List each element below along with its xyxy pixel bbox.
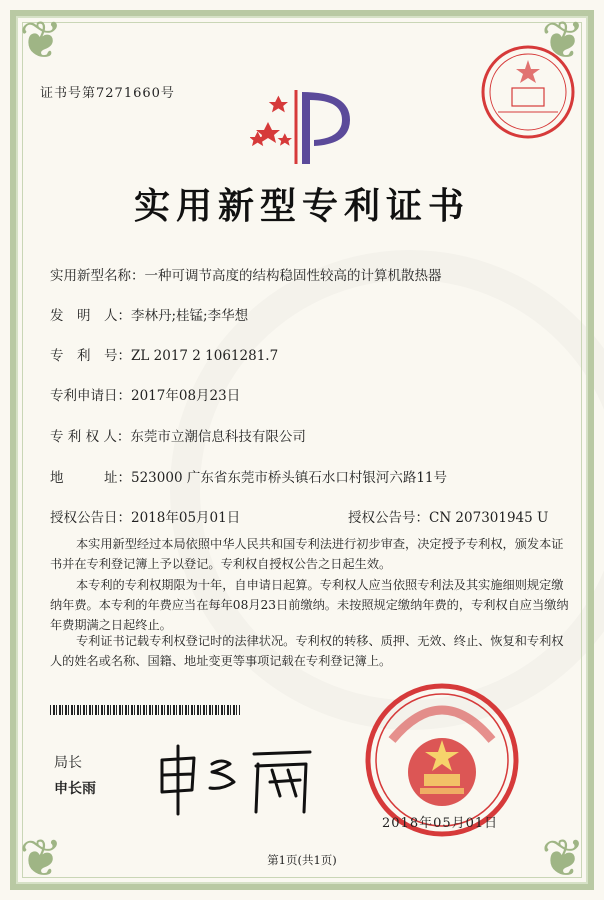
issue-date: 2018年05月01日 (382, 816, 499, 831)
certificate-number: 证书号第7271660号 (40, 86, 175, 101)
name-label: 实用新型名称： (50, 268, 145, 284)
corner-ornament-icon: ❦ (541, 829, 585, 889)
patentee-value: 东莞市立潮信息科技有限公司 (130, 429, 306, 445)
publication-number-label: 授权公告号： (348, 510, 429, 526)
patentee-label: 专 利 权 人： (50, 429, 131, 445)
apply-date-value: 2017年08月23日 (131, 388, 241, 404)
corner-ornament-icon: ❦ (19, 829, 63, 889)
body-paragraph: 本实用新型经过本局依照中华人民共和国专利法进行初步审查，决定授予专利权，颁发本证书并在专利登记簿上予以登记。专利权自授权公告之日起生效。 (50, 537, 564, 571)
apply-date-label: 专利申请日： (50, 388, 131, 404)
address-value: 523000 广东省东莞市桥头镇石水口村银河六路11号 (131, 470, 448, 486)
publication-number-row (348, 506, 548, 526)
apply-date-row (50, 384, 240, 404)
page-number: 第1页(共1页) (267, 853, 337, 867)
director-name: 申长雨 (54, 781, 96, 797)
patent-office-logo-icon (250, 80, 360, 170)
director-title: 局长 (54, 755, 82, 771)
barcode (50, 705, 240, 715)
publication-date-label: 授权公告日： (50, 510, 131, 526)
publication-number-value: CN 207301945 U (429, 510, 549, 526)
name-value: 一种可调节高度的结构稳固性较高的计算机散热器 (144, 268, 442, 284)
publication-date-row (50, 506, 240, 526)
address-row (50, 466, 447, 486)
patent-number-row (50, 344, 278, 364)
certificate-title: 实用新型专利证书 (133, 185, 470, 227)
corner-ornament-icon: ❦ (541, 11, 585, 71)
patent-number-value: ZL 2017 2 1061281.7 (131, 348, 279, 364)
inventor-label: 发 明 人： (50, 308, 131, 324)
body-paragraph: 本专利的专利权期限为十年，自申请日起算。专利权人应当依照专利法及其实施细则规定缴纳年费。本专利的年费应当在每年08月23日前缴纳。未按照规定缴纳年费的，专利权自应当缴纳年费期满之日起终止。 (50, 578, 569, 632)
inventor-row (50, 304, 248, 324)
corner-ornament-icon: ❦ (19, 11, 63, 71)
handwritten-signature (150, 730, 320, 820)
inventor-value: 李林丹;桂锰;李华想 (131, 308, 249, 324)
body-paragraph: 专利证书记载专利权登记时的法律状况。专利权的转移、质押、无效、终止、恢复和专利权人的姓名或名称、国籍、地址变更等事项记载在专利登记簿上。 (50, 634, 564, 668)
address-label: 地 址： (50, 470, 131, 486)
tax-stamp-seal (478, 42, 578, 142)
publication-date-value: 2018年05月01日 (131, 510, 241, 526)
utility-model-name-row (50, 264, 442, 284)
patent-number-label: 专 利 号： (50, 348, 131, 364)
patentee-row (50, 425, 306, 445)
